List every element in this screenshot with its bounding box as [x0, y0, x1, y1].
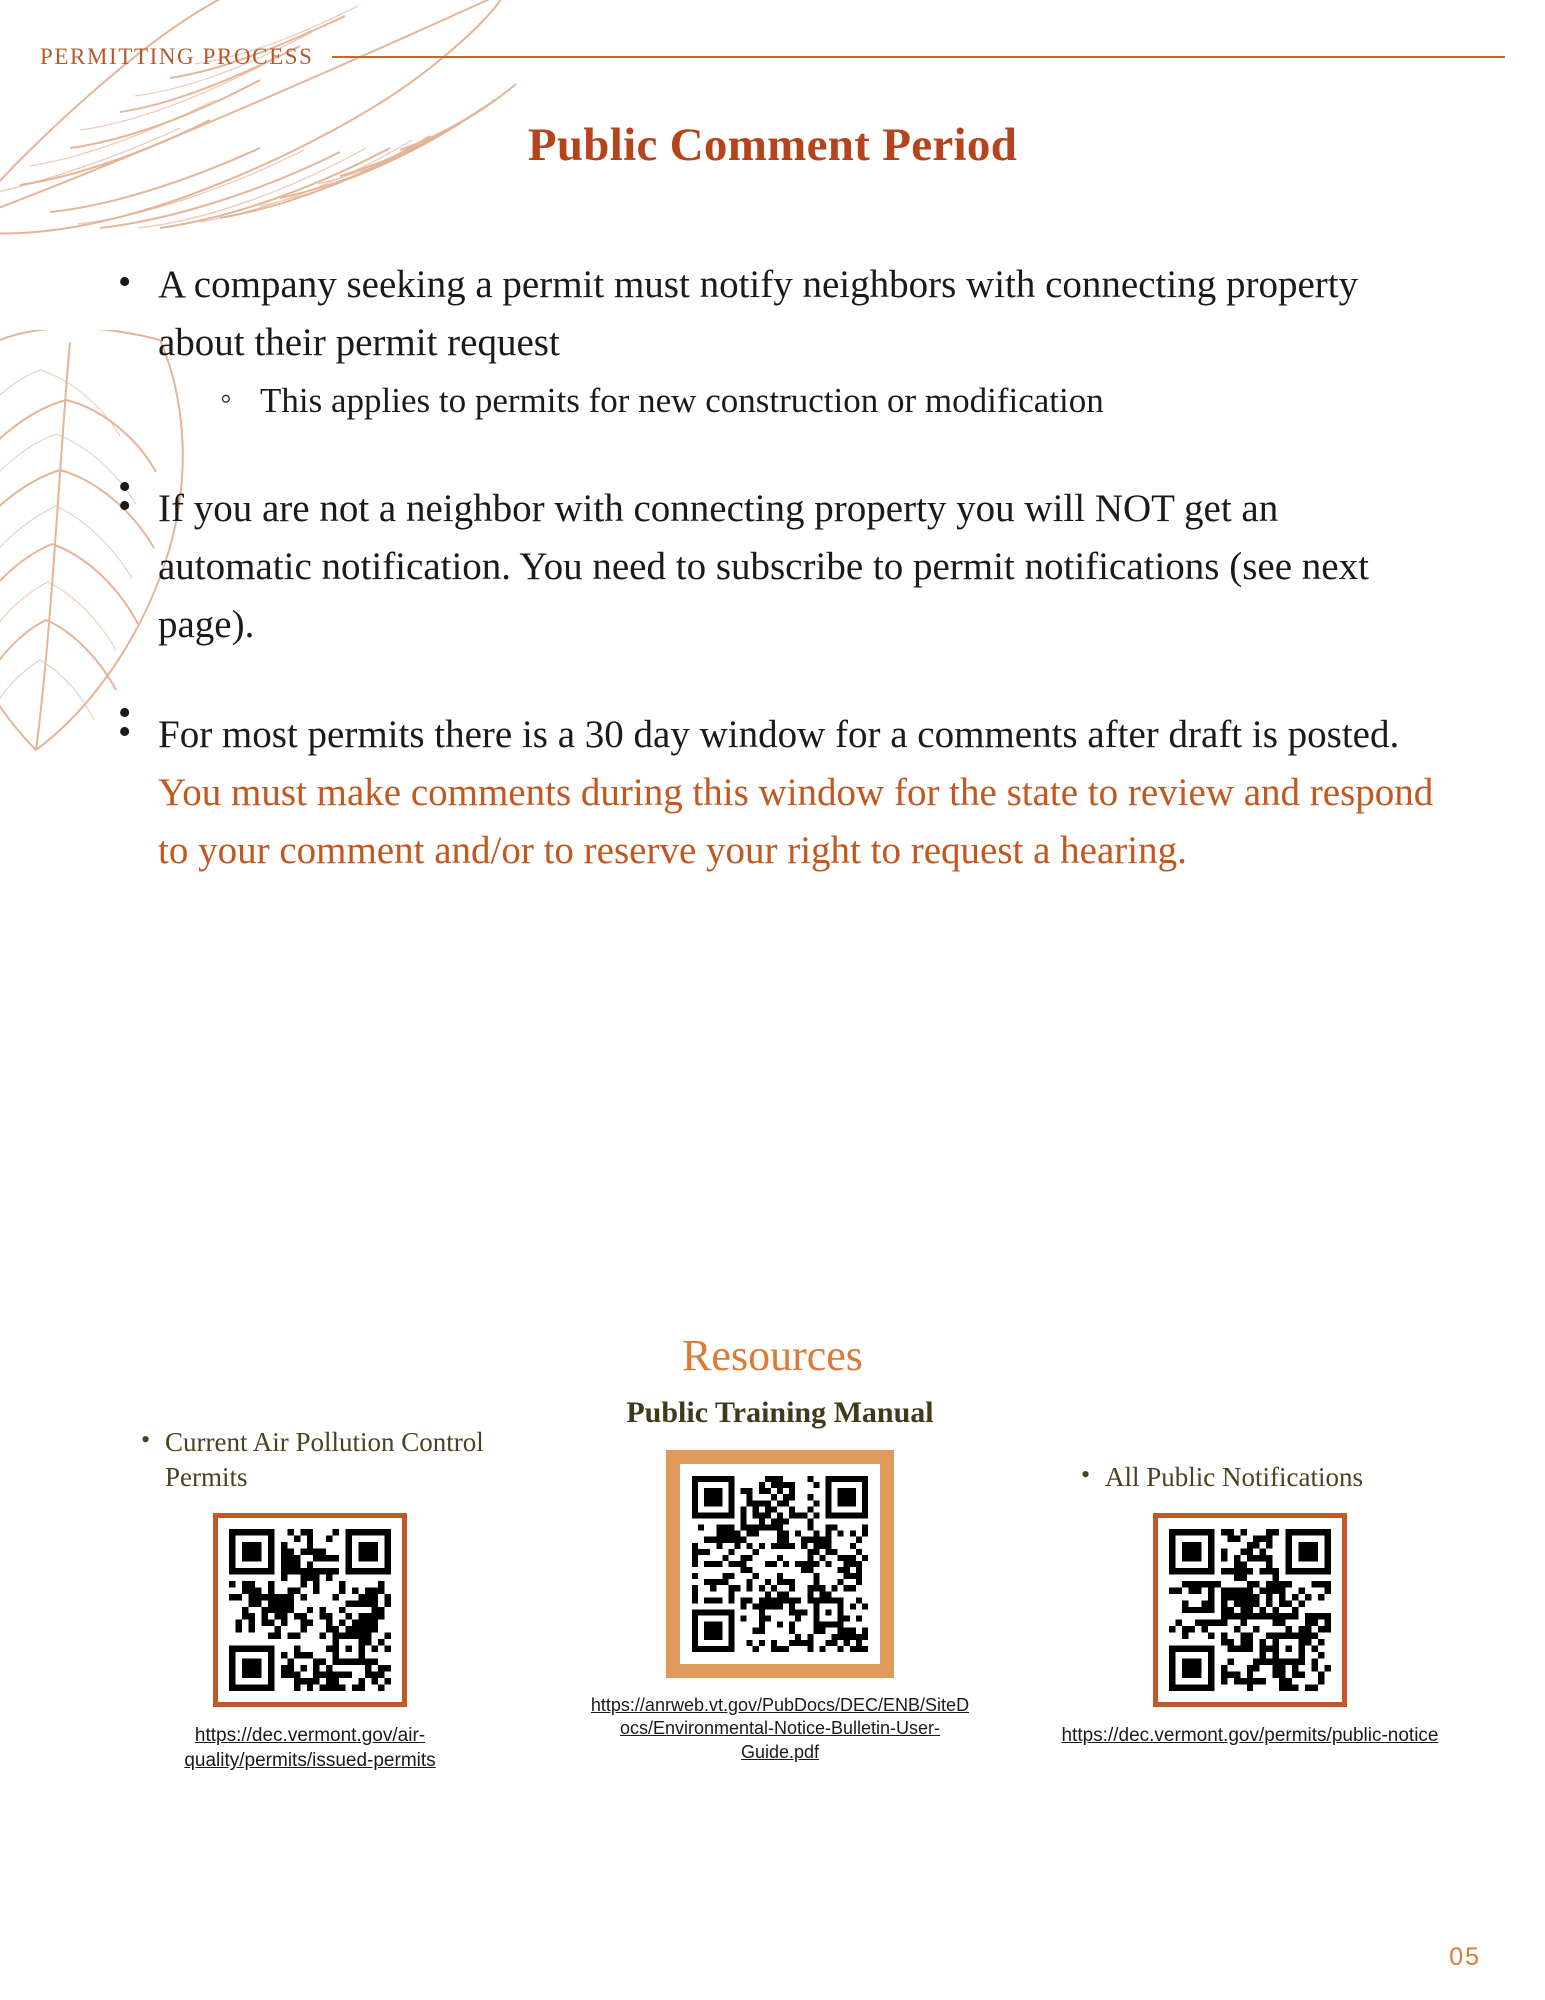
- list-item: [108, 256, 1438, 427]
- qr-code-air-permits[interactable]: [213, 1513, 407, 1707]
- resource-label: • All Public Notifications: [1075, 1460, 1425, 1495]
- bullet-list: [108, 256, 1438, 880]
- qr-canvas: [692, 1476, 868, 1652]
- resources-heading: Resources: [682, 1331, 863, 1380]
- qr-canvas: [229, 1529, 391, 1691]
- bullet-3-text: For most permits there is a 30 day window for a comments after draft is posted.: [158, 713, 1400, 757]
- qr-canvas: [1169, 1529, 1331, 1691]
- header: [40, 44, 1505, 70]
- bullet-1-text: A company seeking a permit must notify neighbors with connecting property about their permit request: [158, 263, 1359, 364]
- page-number: 05: [1449, 1943, 1481, 1971]
- resource-item-air-permits: [110, 1425, 510, 1773]
- sub-bullet-list: [158, 375, 1438, 427]
- bullet-3-accent-text: You must make comments during this window for the state to review and respond to your comment and/or to reserve your right to request a hearing.: [158, 771, 1434, 872]
- main-content: [108, 256, 1438, 914]
- header-divider: [332, 56, 1505, 58]
- spacer: [108, 687, 1438, 688]
- resource-label: Public Training Manual: [626, 1396, 934, 1429]
- resource-item-training-manual: [580, 1395, 980, 1765]
- page-title: Public Comment Period: [527, 119, 1018, 171]
- resource-url[interactable]: https://anrweb.vt.gov/PubDocs/DEC/ENB/SiteDocs/Environmental-Notice-Bulletin-User-Guide.pdf: [590, 1694, 970, 1763]
- list-item: • If you are not a neighbor with connecting property you will NOT get an automatic notification. You need to subscribe to permit notifications (see next page).: [108, 480, 1438, 653]
- qr-code-training-manual[interactable]: [666, 1450, 894, 1678]
- resource-label: • Current Air Pollution Control Permits: [135, 1425, 485, 1495]
- resource-url[interactable]: https://dec.vermont.gov/air-quality/permits/issued-permits: [184, 1725, 436, 1772]
- eyebrow-label: PERMITTING PROCESS: [40, 44, 314, 69]
- list-item: [108, 706, 1438, 879]
- qr-code-public-notifications[interactable]: [1153, 1513, 1347, 1707]
- list-item: ◦ This applies to permits for new construction or modification: [220, 375, 1438, 427]
- resource-item-public-notifications: [1050, 1460, 1450, 1748]
- spacer: [108, 461, 1438, 462]
- resource-url[interactable]: https://dec.vermont.gov/permits/public-notice: [1061, 1725, 1439, 1747]
- resources-section: [110, 1395, 1450, 1773]
